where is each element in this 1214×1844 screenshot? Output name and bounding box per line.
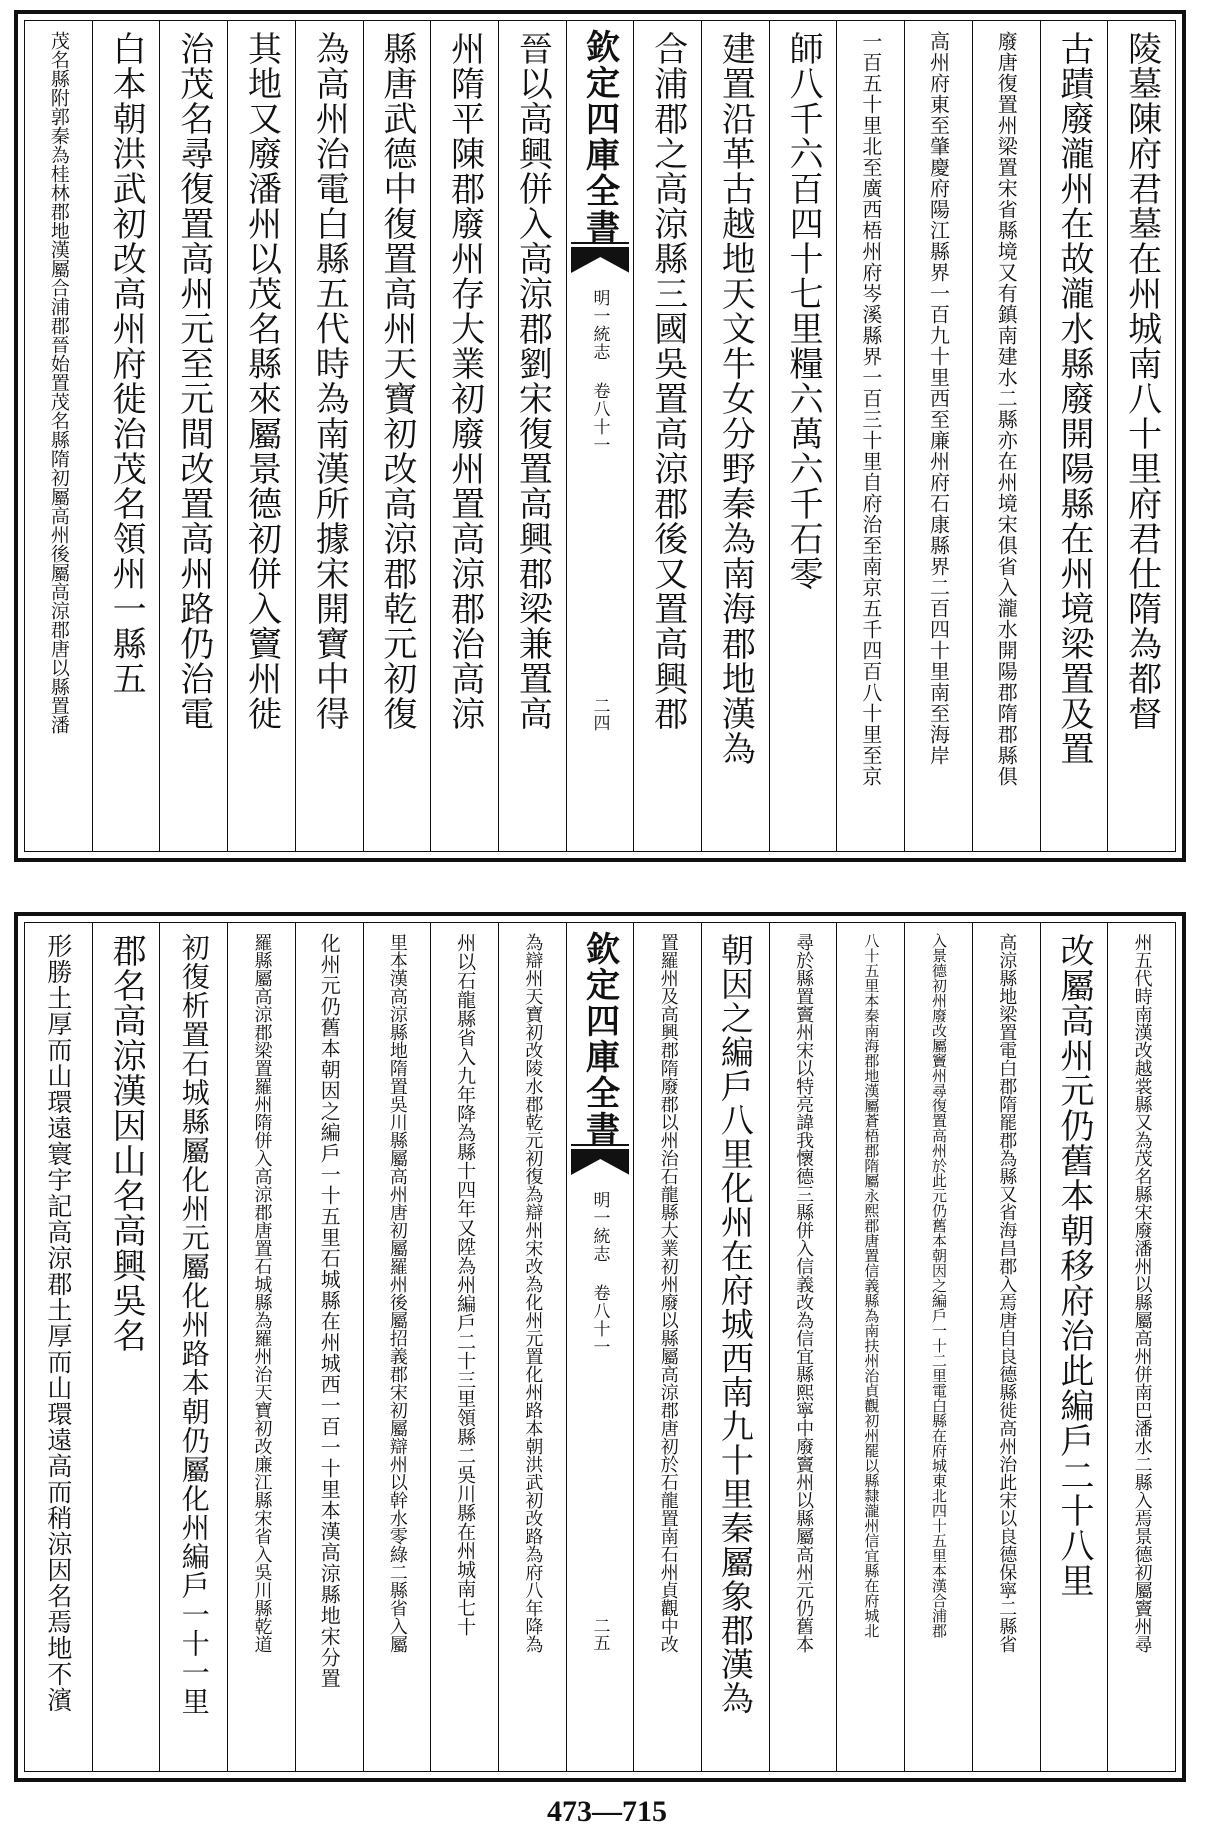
page-number-footer: 473—715 — [547, 1795, 667, 1828]
column-text: 治茂名尋復置高州元至元間改置高州路仍治電 — [173, 31, 214, 731]
gutter-title: 欽定四庫全書 — [579, 931, 620, 1147]
column-text: 晉以高興併入高涼郡劉宋復置高興郡梁兼置高 — [512, 31, 553, 731]
text-column — [430, 923, 498, 1771]
column-text: 入景德初州廢改屬竇州尋復置高州於此元仍舊本朝因之編戶一十二里電白縣在府城東北四十五里本漢合浦郡 — [930, 933, 949, 1638]
bottom-page-frame — [24, 922, 1176, 1772]
book-gutter — [566, 923, 634, 1771]
column-text: 州五代時南漢改越裳縣又為茂名縣宋廢潘州以縣屬高州併南巴潘水二縣入焉景德初屬竇州尋 — [1131, 933, 1153, 1653]
column-text: 合浦郡之高涼縣三國吳置高涼郡後又置高興郡 — [647, 31, 688, 731]
column-text: 一百五十里北至廣西梧州府岑溪縣界一百三十里自府治至南京五千四百八十里至京 — [858, 31, 883, 787]
text-column — [972, 923, 1040, 1771]
bottom-page-columns — [25, 923, 1175, 1771]
column-text: 為辯州天寶初改陵水郡乾元初復為辯州宋改為化州元置化州路本朝洪武初改路為府八年降為 — [522, 933, 544, 1653]
column-text: 朝因之編戶八里化州在府城西南九十里秦屬象郡漢為 — [715, 933, 755, 1715]
text-column — [836, 923, 904, 1771]
text-column — [1107, 923, 1175, 1771]
text-column — [295, 923, 363, 1771]
text-column — [633, 923, 701, 1771]
column-text: 縣唐武德中復置高州天寶初改高涼郡乾元初復 — [376, 31, 417, 731]
gutter-volume: 明一統志 卷八十一 — [589, 1191, 610, 1356]
text-column — [1107, 21, 1175, 851]
text-column — [498, 21, 566, 851]
text-column — [904, 923, 972, 1771]
fishtail-mark-icon — [571, 1143, 630, 1177]
top-page-columns — [25, 21, 1175, 851]
text-column — [430, 21, 498, 851]
text-column — [295, 21, 363, 851]
text-column — [836, 21, 904, 851]
column-text: 郡名高涼漢因山名高興吳名 — [106, 933, 147, 1353]
text-column — [363, 21, 431, 851]
column-text: 高州府東至肇慶府陽江縣界一百九十里西至廉州府石康縣界二百四十里南至海岸 — [926, 31, 951, 766]
text-column — [159, 21, 227, 851]
column-text: 建置沿革古越地天文牛女分野秦為南海郡地漢為 — [715, 31, 756, 766]
text-column — [769, 923, 837, 1771]
text-column — [92, 923, 160, 1771]
book-gutter — [566, 21, 634, 851]
column-text: 州以石龍縣省入九年降為縣十四年又陞為州編戶二十三里領縣二吳川縣在州城南七十 — [454, 933, 477, 1636]
text-column — [1040, 923, 1108, 1771]
column-text: 陵墓陳府君墓在州城南八十里府君仕隋為都督 — [1121, 31, 1162, 731]
column-text: 師八千六百四十七里糧六萬六千石零 — [783, 31, 824, 591]
bottom-page — [14, 912, 1186, 1782]
text-column — [159, 923, 227, 1771]
top-page — [14, 10, 1186, 862]
text-column — [633, 21, 701, 851]
column-text: 置羅州及高興郡隋廢郡以州治石龍縣大業初州廢以縣屬高涼郡唐初於石龍置南石州貞觀中改 — [657, 933, 679, 1653]
column-text: 州隋平陳郡廢州存大業初廢州置高涼郡治高涼 — [444, 31, 485, 731]
text-column — [227, 21, 295, 851]
column-text: 改屬高州元仍舊本朝移府治此編戶二十八里 — [1053, 933, 1094, 1598]
text-column — [498, 923, 566, 1771]
column-text: 八十五里本秦南海郡地漢屬蒼梧郡隋屬永熙郡唐置信義縣為南扶州治貞觀初州罷以縣隸瀧州信宜縣在府城北 — [862, 933, 881, 1638]
text-column — [25, 923, 92, 1771]
gutter-title: 欽定四庫全書 — [579, 29, 620, 245]
column-text: 其地又廢潘州以茂名縣來屬景德初併入竇州徙 — [241, 31, 282, 731]
text-column — [701, 923, 769, 1771]
gutter-leaf-number: 二五 — [589, 1617, 610, 1651]
column-text: 里本漢高涼縣地隋置吳川縣屬高州唐初屬羅州後屬招義郡宋初屬辯州以幹水零綠二縣省入屬 — [386, 933, 408, 1653]
column-text: 尋於縣置竇州宋以特亮諱我懷德三縣併入信義改為信宜縣熙寧中廢竇州以縣屬高州元仍舊本 — [793, 933, 815, 1653]
text-column — [972, 21, 1040, 851]
column-text: 初復析置石城縣屬化州元屬化州路本朝仍屬化州編戶一十一里 — [177, 933, 211, 1716]
column-text: 化州元仍舊本朝因之編戶一十五里石城縣在州城西一百一十里本漢高涼縣地宋分置 — [317, 933, 342, 1689]
text-column — [904, 21, 972, 851]
column-text: 茂名縣附郭秦為桂林郡地漢屬合浦郡晉始置茂名縣隋初屬高州後屬高涼郡唐以縣置潘 — [47, 31, 70, 734]
text-column — [701, 21, 769, 851]
column-text: 為高州治電白縣五代時為南漢所據宋開寶中得 — [309, 31, 350, 731]
column-text: 廢唐復置州梁置宋省縣境又有鎮南建水二縣亦在州境宋俱省入瀧水開陽郡隋郡縣俱 — [994, 31, 1019, 787]
fishtail-mark-icon — [571, 241, 630, 275]
text-column — [769, 21, 837, 851]
text-column — [227, 923, 295, 1771]
top-page-frame — [24, 20, 1176, 852]
column-text: 古蹟廢瀧州在故瀧水縣廢開陽縣在州境梁置及置 — [1053, 31, 1094, 766]
text-column — [363, 923, 431, 1771]
column-text: 高涼縣地梁置電白郡隋罷郡為縣又省海昌郡入焉唐自良德縣徙高州治此宋以良德保寧二縣省 — [996, 933, 1018, 1653]
text-column — [25, 21, 92, 851]
text-column — [1040, 21, 1108, 851]
column-text: 羅縣屬高涼郡梁置羅州隋併入高涼郡唐置石城縣為羅州治天寶初改廉江縣宋省入吳川縣乾道 — [251, 933, 273, 1653]
column-text: 形勝土厚而山環遠寰宇記高涼郡土厚而山環遠高而稍涼因名焉地不濱 — [43, 933, 73, 1713]
gutter-leaf-number: 二四 — [589, 697, 610, 731]
column-text: 白本朝洪武初改高州府徙治茂名領州一縣五 — [106, 31, 147, 696]
gutter-volume: 明一統志 卷八十一 — [589, 289, 610, 454]
text-column — [92, 21, 160, 851]
